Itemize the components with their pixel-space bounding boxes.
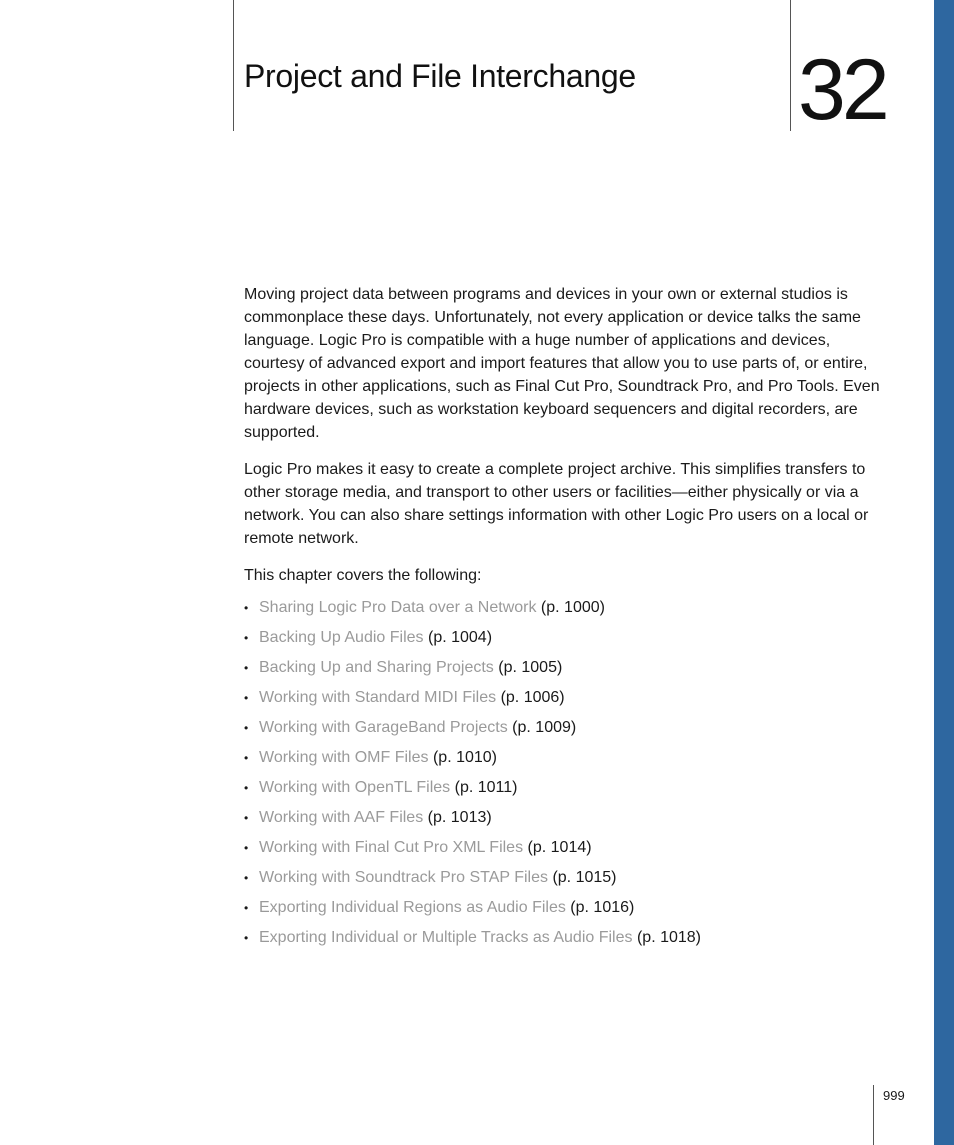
toc-page-ref: (p. 1009): [512, 719, 577, 736]
bullet-icon: •: [244, 901, 249, 915]
toc-item: [244, 623, 884, 653]
chapter-title: Project and File Interchange: [244, 58, 636, 94]
toc-item: [244, 683, 884, 713]
toc-page-ref: (p. 1011): [454, 779, 518, 796]
paragraph: Moving project data between programs and devices in your own or external studios is commonplace these days. Unfortunately, not every application or device talks the same language. Logic Pro is compatible with a huge number of applications and devices, courtesy of advanced export and import features that allow you to use parts of, or entire, projects in other applications, such as Final Cut Pro, Soundtrack Pro, and Pro Tools. Even hardware devices, such as workstation keyboard sequencers and digital recorders, are supported.: [244, 286, 880, 441]
title-rule-right: [790, 0, 791, 131]
toc-page-ref: (p. 1005): [498, 659, 563, 676]
page-number: 999: [883, 1088, 905, 1103]
toc-item: [244, 773, 884, 803]
bullet-icon: •: [244, 751, 249, 765]
footer-rule: [873, 1085, 874, 1145]
title-rule-left: [233, 0, 234, 131]
toc-link-garageband[interactable]: Working with GarageBand Projects: [259, 719, 508, 736]
toc-page-ref: (p. 1006): [500, 689, 565, 706]
toc-page-ref: (p. 1018): [636, 929, 702, 946]
toc-page-ref: (p. 1014): [527, 839, 592, 856]
toc-item: [244, 743, 884, 773]
toc-item: [244, 653, 884, 683]
toc-item: [244, 803, 884, 833]
bullet-icon: •: [244, 841, 249, 855]
toc-link-midi-files[interactable]: Working with Standard MIDI Files: [259, 689, 497, 706]
bullet-icon: •: [244, 931, 249, 945]
toc-intro: This chapter covers the following:: [244, 567, 482, 584]
bullet-icon: •: [244, 871, 249, 885]
toc-link-backing-up-projects[interactable]: Backing Up and Sharing Projects: [259, 659, 494, 676]
toc-link-sharing-data[interactable]: Sharing Logic Pro Data over a Network: [259, 599, 537, 616]
bullet-icon: •: [244, 781, 249, 795]
bullet-icon: •: [244, 691, 249, 705]
toc-page-ref: (p. 1000): [540, 599, 605, 616]
toc-item: [244, 893, 884, 923]
toc-page-ref: (p. 1004): [427, 629, 493, 646]
chapter-content: [244, 283, 884, 953]
toc-page-ref: (p. 1015): [552, 869, 617, 886]
toc-item: [244, 863, 884, 893]
toc-link-export-tracks[interactable]: Exporting Individual or Multiple Tracks as Audio Files: [259, 929, 633, 946]
paragraph: Logic Pro makes it easy to create a complete project archive. This simplifies transfers to other storage media, and transport to other users or facilities—either physically or via a network. You can also share settings information with other Logic Pro users on a local or remote network.: [244, 461, 869, 547]
bullet-icon: •: [244, 631, 249, 645]
toc-link-export-regions[interactable]: Exporting Individual Regions as Audio Files: [259, 899, 566, 916]
chapter-number: 32: [798, 42, 886, 138]
toc-link-stap-files[interactable]: Working with Soundtrack Pro STAP Files: [259, 869, 548, 886]
toc-link-final-cut-xml[interactable]: Working with Final Cut Pro XML Files: [259, 839, 524, 856]
bullet-icon: •: [244, 661, 249, 675]
bullet-icon: •: [244, 601, 249, 615]
toc-link-opentl-files[interactable]: Working with OpenTL Files: [259, 779, 451, 796]
toc-link-backing-up-audio[interactable]: Backing Up Audio Files: [259, 629, 424, 646]
toc-page-ref: (p. 1010): [432, 749, 498, 766]
chapter-toc-list: [244, 593, 884, 953]
toc-item: [244, 713, 884, 743]
toc-link-aaf-files[interactable]: Working with AAF Files: [259, 809, 424, 826]
toc-page-ref: (p. 1013): [427, 809, 492, 826]
bullet-icon: •: [244, 811, 249, 825]
bullet-icon: •: [244, 721, 249, 735]
toc-item: [244, 923, 884, 953]
toc-item: [244, 833, 884, 863]
toc-link-omf-files[interactable]: Working with OMF Files: [259, 749, 429, 766]
chapter-edge-bar: [934, 0, 954, 1145]
toc-item: [244, 593, 884, 623]
toc-page-ref: (p. 1016): [570, 899, 635, 916]
